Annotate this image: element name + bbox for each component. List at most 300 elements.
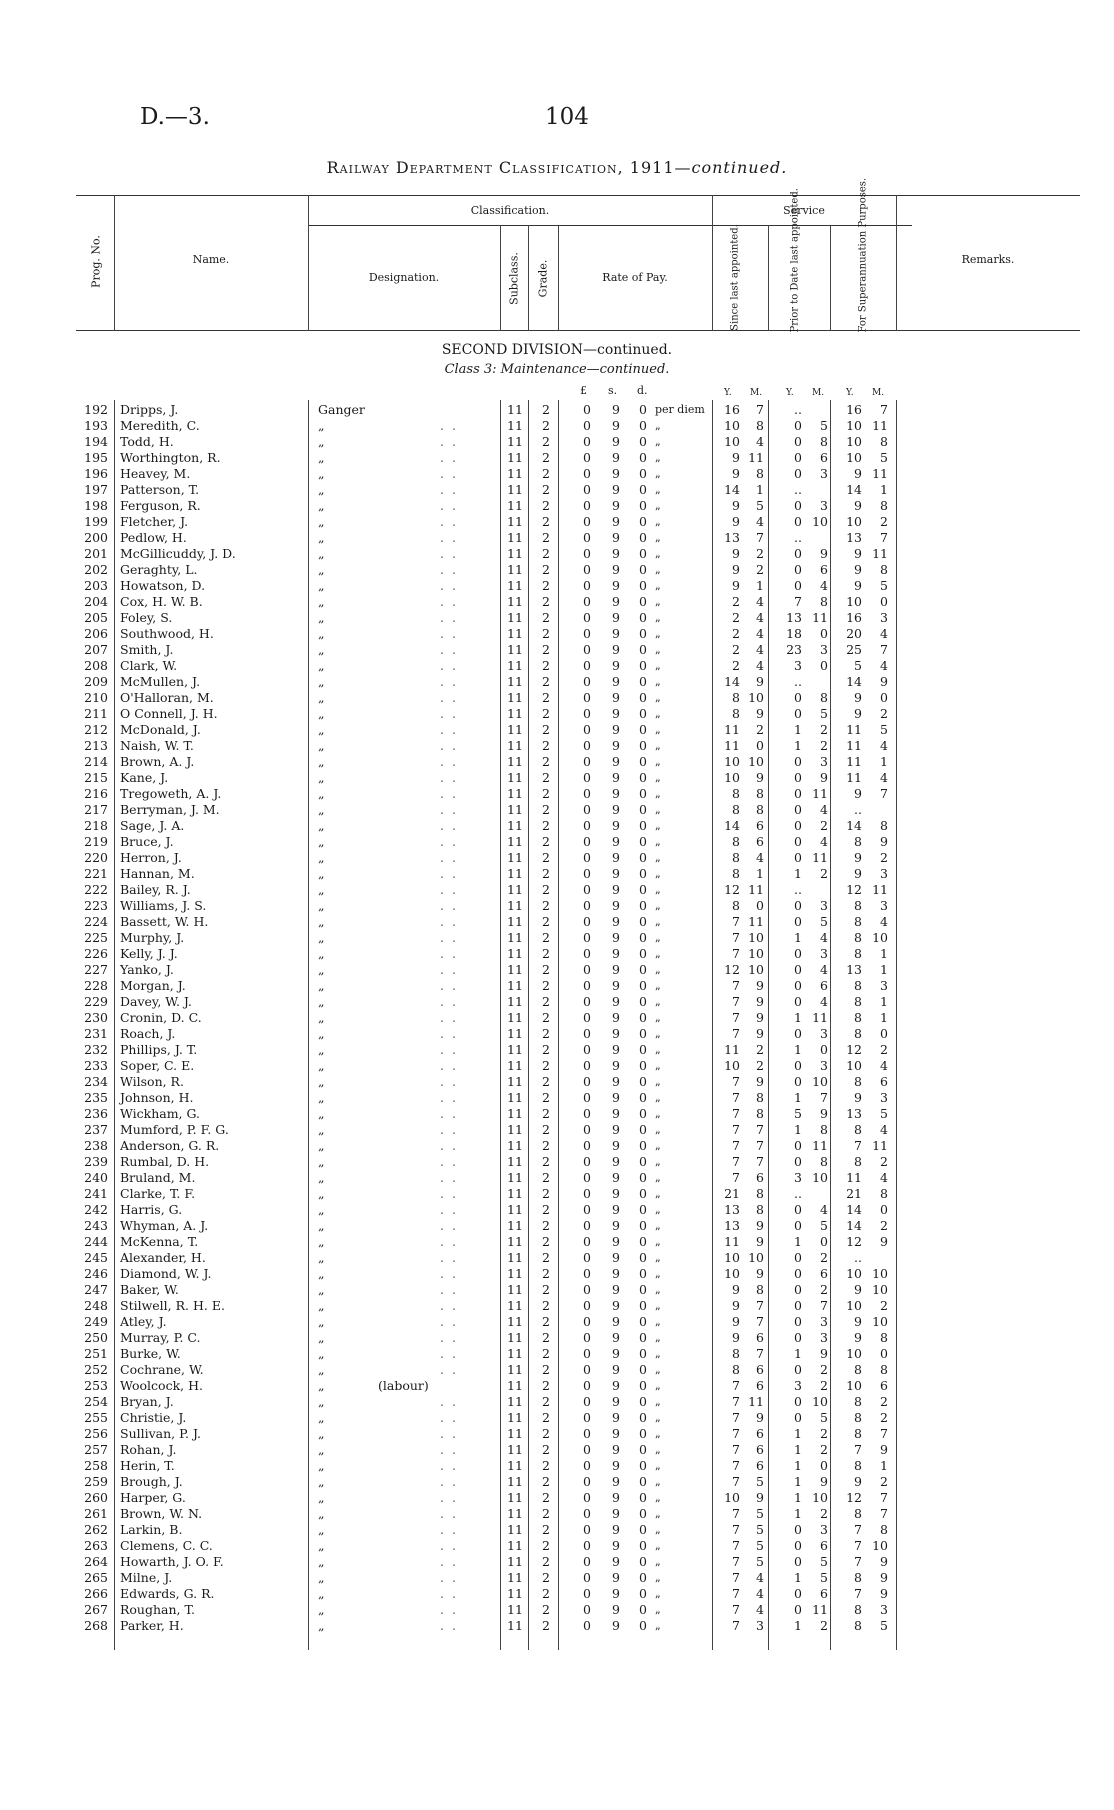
rate-pence: 0 xyxy=(639,402,647,417)
super-years: 9 xyxy=(854,578,862,593)
employee-name: Whyman, A. J. xyxy=(120,1218,209,1233)
super-years: 8 xyxy=(854,1010,862,1025)
employee-name: Stilwell, R. H. E. xyxy=(120,1298,225,1313)
prog-no: 207 xyxy=(84,642,108,657)
super-years: 16 xyxy=(846,610,862,625)
rate-pounds: 0 xyxy=(583,402,591,417)
since-months: 9 xyxy=(756,994,764,1009)
prior-years: 0 xyxy=(794,1538,802,1553)
employee-name: Cronin, D. C. xyxy=(120,1010,202,1025)
rate-pounds: 0 xyxy=(583,1282,591,1297)
prior-months: 6 xyxy=(820,978,828,993)
since-months: 6 xyxy=(756,1170,764,1185)
rate-pounds: 0 xyxy=(583,1202,591,1217)
rate-shillings: 9 xyxy=(612,1586,620,1601)
table-row xyxy=(0,898,1114,914)
since-years: 9 xyxy=(732,1330,740,1345)
since-months: 7 xyxy=(756,1346,764,1361)
table-row xyxy=(0,1090,1114,1106)
designation-ditto: „ xyxy=(318,674,325,689)
since-years: 7 xyxy=(732,1458,740,1473)
rate-pounds: 0 xyxy=(583,754,591,769)
rate-shillings: 9 xyxy=(612,1346,620,1361)
since-years: 14 xyxy=(724,482,740,497)
rate-ditto: „ xyxy=(655,1619,661,1632)
subclass: 11 xyxy=(507,994,523,1009)
super-months: 3 xyxy=(880,898,888,913)
rate-pence: 0 xyxy=(639,738,647,753)
title-continued: continued. xyxy=(691,158,788,177)
grade: 2 xyxy=(542,738,550,753)
prior-years: 13 xyxy=(786,610,802,625)
since-years: 2 xyxy=(732,642,740,657)
super-months: 0 xyxy=(880,690,888,705)
since-years: 8 xyxy=(732,690,740,705)
leader-dots: . . xyxy=(440,610,458,625)
prior-months: 5 xyxy=(820,1410,828,1425)
super-months: 10 xyxy=(872,1266,888,1281)
rate-pounds: 0 xyxy=(583,706,591,721)
subclass: 11 xyxy=(507,690,523,705)
super-months: 3 xyxy=(880,978,888,993)
unit-years-3: Y. xyxy=(846,388,854,398)
prior-months: 4 xyxy=(820,930,828,945)
prior-years: 0 xyxy=(794,1250,802,1265)
leader-dots: . . xyxy=(440,1330,458,1345)
subclass: 11 xyxy=(507,402,523,417)
table-row xyxy=(0,882,1114,898)
since-years: 7 xyxy=(732,1538,740,1553)
grade: 2 xyxy=(542,450,550,465)
super-months: 8 xyxy=(880,1522,888,1537)
since-months: 6 xyxy=(756,834,764,849)
since-years: 8 xyxy=(732,834,740,849)
grade: 2 xyxy=(542,1346,550,1361)
since-months: 10 xyxy=(748,754,764,769)
rate-ditto: „ xyxy=(655,1427,661,1440)
prior-years: 0 xyxy=(794,1602,802,1617)
rate-pence: 0 xyxy=(639,1490,647,1505)
since-months: 5 xyxy=(756,1538,764,1553)
rate-pence: 0 xyxy=(639,818,647,833)
prior-months: 2 xyxy=(820,1250,828,1265)
prior-years: 1 xyxy=(794,1458,802,1473)
rate-ditto: „ xyxy=(655,1235,661,1248)
rate-shillings: 9 xyxy=(612,1186,620,1201)
prog-no: 242 xyxy=(84,1202,108,1217)
rate-shillings: 9 xyxy=(612,802,620,817)
since-months: 0 xyxy=(756,898,764,913)
rate-ditto: „ xyxy=(655,1219,661,1232)
col-rule-8 xyxy=(830,225,831,331)
table-row xyxy=(0,1106,1114,1122)
rate-ditto: „ xyxy=(655,1555,661,1568)
unit-pence: d. xyxy=(637,384,648,397)
super-months: 0 xyxy=(880,1026,888,1041)
super-years: 7 xyxy=(854,1554,862,1569)
rate-pounds: 0 xyxy=(583,1298,591,1313)
since-months: 8 xyxy=(756,786,764,801)
rate-shillings: 9 xyxy=(612,1042,620,1057)
rate-shillings: 9 xyxy=(612,994,620,1009)
designation-ditto: „ xyxy=(318,946,325,961)
rate-pence: 0 xyxy=(639,802,647,817)
prog-no: 227 xyxy=(84,962,108,977)
table-row xyxy=(0,1234,1114,1250)
rate-ditto: „ xyxy=(655,771,661,784)
rate-shillings: 9 xyxy=(612,1138,620,1153)
since-months: 7 xyxy=(756,402,764,417)
leader-dots: . . xyxy=(440,802,458,817)
table-row xyxy=(0,770,1114,786)
rate-pence: 0 xyxy=(639,1074,647,1089)
prog-no: 257 xyxy=(84,1442,108,1457)
leader-dots: . . xyxy=(440,690,458,705)
employee-name: McDonald, J. xyxy=(120,722,201,737)
leader-dots: . . xyxy=(440,1234,458,1249)
designation-ditto: „ xyxy=(318,898,325,913)
designation-ditto: „ xyxy=(318,610,325,625)
subclass: 11 xyxy=(507,914,523,929)
employee-name: Murray, P. C. xyxy=(120,1330,201,1345)
prior-months: 8 xyxy=(820,1122,828,1137)
rate-pounds: 0 xyxy=(583,1234,591,1249)
rate-pence: 0 xyxy=(639,658,647,673)
super-months: 4 xyxy=(880,770,888,785)
leader-dots: . . xyxy=(440,466,458,481)
table-row xyxy=(0,1506,1114,1522)
grade: 2 xyxy=(542,466,550,481)
rate-shillings: 9 xyxy=(612,1618,620,1633)
prior-months: 10 xyxy=(812,1074,828,1089)
prog-no: 248 xyxy=(84,1298,108,1313)
prior-years: 1 xyxy=(794,1010,802,1025)
table-row xyxy=(0,578,1114,594)
rate-pence: 0 xyxy=(639,978,647,993)
rate-pounds: 0 xyxy=(583,434,591,449)
prior-years: 0 xyxy=(794,978,802,993)
rate-shillings: 9 xyxy=(612,1490,620,1505)
prog-no: 220 xyxy=(84,850,108,865)
prog-no: 232 xyxy=(84,1042,108,1057)
super-months: 9 xyxy=(880,1234,888,1249)
rate-pounds: 0 xyxy=(583,946,591,961)
prior-years: .. xyxy=(794,402,802,417)
grade: 2 xyxy=(542,850,550,865)
rate-ditto: „ xyxy=(655,627,661,640)
prior-months: 3 xyxy=(820,754,828,769)
since-months: 9 xyxy=(756,1026,764,1041)
subclass: 11 xyxy=(507,498,523,513)
prior-months: 9 xyxy=(820,1106,828,1121)
grade: 2 xyxy=(542,482,550,497)
leader-dots: . . xyxy=(440,1538,458,1553)
subclass: 11 xyxy=(507,1554,523,1569)
prog-no: 259 xyxy=(84,1474,108,1489)
prior-years: 0 xyxy=(794,1554,802,1569)
table-row xyxy=(0,866,1114,882)
designation-ditto: „ xyxy=(318,1410,325,1425)
grade: 2 xyxy=(542,418,550,433)
rate-pence: 0 xyxy=(639,1522,647,1537)
table-row xyxy=(0,1282,1114,1298)
rate-shillings: 9 xyxy=(612,1250,620,1265)
header-subclass: Subclass. xyxy=(507,252,521,305)
header-for-super: For Superannuation Purposes. xyxy=(857,177,869,333)
leader-dots: . . xyxy=(440,1202,458,1217)
employee-name: Bruce, J. xyxy=(120,834,174,849)
rate-pence: 0 xyxy=(639,1410,647,1425)
rate-shillings: 9 xyxy=(612,674,620,689)
super-months: 11 xyxy=(872,1138,888,1153)
prior-months: 2 xyxy=(820,1618,828,1633)
prog-no: 252 xyxy=(84,1362,108,1377)
col-rule-7 xyxy=(768,225,769,331)
rate-pence: 0 xyxy=(639,1346,647,1361)
rate-pence: 0 xyxy=(639,1154,647,1169)
designation-ditto: „ xyxy=(318,434,325,449)
employee-name: Hannan, M. xyxy=(120,866,195,881)
designation-ditto: „ xyxy=(318,1122,325,1137)
since-years: 10 xyxy=(724,754,740,769)
since-months: 4 xyxy=(756,1602,764,1617)
rate-ditto: „ xyxy=(655,435,661,448)
employee-name: Bryan, J. xyxy=(120,1394,174,1409)
table-row xyxy=(0,1074,1114,1090)
prior-months: 2 xyxy=(820,1282,828,1297)
since-years: 7 xyxy=(732,914,740,929)
prior-months: 3 xyxy=(820,1330,828,1345)
leader-dots: . . xyxy=(440,1154,458,1169)
employee-name: O'Halloran, M. xyxy=(120,690,214,705)
prog-no: 218 xyxy=(84,818,108,833)
rate-ditto: „ xyxy=(655,1027,661,1040)
prog-no: 267 xyxy=(84,1602,108,1617)
since-months: 9 xyxy=(756,1266,764,1281)
leader-dots: . . xyxy=(440,850,458,865)
table-row xyxy=(0,562,1114,578)
grade: 2 xyxy=(542,978,550,993)
super-years: 20 xyxy=(846,626,862,641)
since-years: 13 xyxy=(724,1218,740,1233)
employee-name: Sage, J. A. xyxy=(120,818,185,833)
grade: 2 xyxy=(542,914,550,929)
rate-ditto: „ xyxy=(655,483,661,496)
super-years: 9 xyxy=(854,1474,862,1489)
employee-name: Diamond, W. J. xyxy=(120,1266,212,1281)
prior-years: 0 xyxy=(794,770,802,785)
rate-pence: 0 xyxy=(639,1330,647,1345)
leader-dots: . . xyxy=(440,962,458,977)
employee-name: Brown, A. J. xyxy=(120,754,195,769)
super-months: 5 xyxy=(880,450,888,465)
since-years: 7 xyxy=(732,1602,740,1617)
prog-no: 205 xyxy=(84,610,108,625)
subclass: 11 xyxy=(507,1586,523,1601)
super-years: 9 xyxy=(854,546,862,561)
employee-name: Meredith, C. xyxy=(120,418,200,433)
rate-ditto: „ xyxy=(655,1603,661,1616)
since-months: 5 xyxy=(756,1474,764,1489)
subclass: 11 xyxy=(507,658,523,673)
employee-name: Rumbal, D. H. xyxy=(120,1154,210,1169)
rate-shillings: 9 xyxy=(612,946,620,961)
grade: 2 xyxy=(542,786,550,801)
table-row xyxy=(0,1122,1114,1138)
super-months: 7 xyxy=(880,642,888,657)
employee-name: Todd, H. xyxy=(120,434,174,449)
grade: 2 xyxy=(542,1186,550,1201)
since-months: 8 xyxy=(756,1202,764,1217)
prior-months: 4 xyxy=(820,994,828,1009)
subclass: 11 xyxy=(507,962,523,977)
subclass: 11 xyxy=(507,1618,523,1633)
prior-years: 0 xyxy=(794,690,802,705)
since-years: 8 xyxy=(732,1346,740,1361)
rate-shillings: 9 xyxy=(612,482,620,497)
since-years: 7 xyxy=(732,1506,740,1521)
employee-name: Howatson, D. xyxy=(120,578,206,593)
leader-dots: . . xyxy=(440,1522,458,1537)
since-years: 9 xyxy=(732,578,740,593)
designation-ditto: „ xyxy=(318,690,325,705)
prior-years: 0 xyxy=(794,754,802,769)
designation-ditto: „ xyxy=(318,786,325,801)
rate-ditto: „ xyxy=(655,531,661,544)
employee-name: Atley, J. xyxy=(120,1314,167,1329)
rate-pence: 0 xyxy=(639,690,647,705)
table-row xyxy=(0,738,1114,754)
prior-months: 5 xyxy=(820,1570,828,1585)
employee-name: Roughan, T. xyxy=(120,1602,195,1617)
since-months: 6 xyxy=(756,1362,764,1377)
rate-pence: 0 xyxy=(639,1218,647,1233)
rate-pence: 0 xyxy=(639,498,647,513)
super-months: 1 xyxy=(880,994,888,1009)
prog-no: 264 xyxy=(84,1554,108,1569)
prior-years: 1 xyxy=(794,1122,802,1137)
subclass: 11 xyxy=(507,850,523,865)
rate-ditto: „ xyxy=(655,451,661,464)
grade: 2 xyxy=(542,1074,550,1089)
subclass: 11 xyxy=(507,562,523,577)
subclass: 11 xyxy=(507,1170,523,1185)
rate-ditto: „ xyxy=(655,851,661,864)
designation-ditto: „ xyxy=(318,578,325,593)
designation-ditto: „ xyxy=(318,1074,325,1089)
rate-pounds: 0 xyxy=(583,1490,591,1505)
designation-ditto: „ xyxy=(318,802,325,817)
prog-no: 244 xyxy=(84,1234,108,1249)
grade: 2 xyxy=(542,1250,550,1265)
rate-ditto: „ xyxy=(655,1187,661,1200)
prog-no: 192 xyxy=(84,402,108,417)
header-prog-no: Prog. No. xyxy=(89,235,103,288)
table-row xyxy=(0,450,1114,466)
prior-months: 9 xyxy=(820,1346,828,1361)
designation-ditto: „ xyxy=(318,930,325,945)
designation-ditto: „ xyxy=(318,1154,325,1169)
table-row xyxy=(0,1266,1114,1282)
prog-no: 222 xyxy=(84,882,108,897)
table-row xyxy=(0,994,1114,1010)
grade: 2 xyxy=(542,882,550,897)
designation: Ganger xyxy=(318,402,365,417)
subclass: 11 xyxy=(507,450,523,465)
prior-months: 3 xyxy=(820,1314,828,1329)
employee-name: Bassett, W. H. xyxy=(120,914,209,929)
leader-dots: . . xyxy=(440,994,458,1009)
employee-name: Howarth, J. O. F. xyxy=(120,1554,224,1569)
super-years: 9 xyxy=(854,866,862,881)
designation-ditto: „ xyxy=(318,1586,325,1601)
prog-no: 199 xyxy=(84,514,108,529)
since-months: 9 xyxy=(756,706,764,721)
rate-pounds: 0 xyxy=(583,658,591,673)
super-years: 12 xyxy=(846,1042,862,1057)
super-years: 21 xyxy=(846,1186,862,1201)
prog-no: 234 xyxy=(84,1074,108,1089)
grade: 2 xyxy=(542,1618,550,1633)
since-months: 8 xyxy=(756,802,764,817)
employee-name: Tregoweth, A. J. xyxy=(120,786,222,801)
employee-name: Phillips, J. T. xyxy=(120,1042,198,1057)
rate-shillings: 9 xyxy=(612,1378,620,1393)
rate-pounds: 0 xyxy=(583,1138,591,1153)
prior-years: 0 xyxy=(794,1138,802,1153)
prior-years: 0 xyxy=(794,914,802,929)
employee-name: Davey, W. J. xyxy=(120,994,192,1009)
leader-dots: . . xyxy=(440,834,458,849)
subclass: 11 xyxy=(507,1506,523,1521)
prior-years: 5 xyxy=(794,1106,802,1121)
prog-no: 241 xyxy=(84,1186,108,1201)
subclass: 11 xyxy=(507,898,523,913)
prior-years: 3 xyxy=(794,1170,802,1185)
table-row xyxy=(0,1490,1114,1506)
super-years: 14 xyxy=(846,818,862,833)
subclass: 11 xyxy=(507,1602,523,1617)
since-years: 7 xyxy=(732,930,740,945)
table-row xyxy=(0,1618,1114,1634)
super-months: 0 xyxy=(880,594,888,609)
super-years: 8 xyxy=(854,1154,862,1169)
prog-no: 260 xyxy=(84,1490,108,1505)
since-months: 7 xyxy=(756,1154,764,1169)
prog-no: 266 xyxy=(84,1586,108,1601)
rate-ditto: „ xyxy=(655,1075,661,1088)
table-row xyxy=(0,1058,1114,1074)
super-years: 10 xyxy=(846,1346,862,1361)
super-months: 3 xyxy=(880,1602,888,1617)
leader-dots: . . xyxy=(440,1074,458,1089)
super-years: 7 xyxy=(854,1442,862,1457)
since-years: 8 xyxy=(732,866,740,881)
since-months: 8 xyxy=(756,1282,764,1297)
super-years: .. xyxy=(854,1250,862,1265)
prior-years: 1 xyxy=(794,1474,802,1489)
since-years: 11 xyxy=(724,1234,740,1249)
header-bottom-rule xyxy=(76,330,1080,331)
grade: 2 xyxy=(542,610,550,625)
table-row xyxy=(0,1410,1114,1426)
super-years: 8 xyxy=(854,978,862,993)
grade: 2 xyxy=(542,642,550,657)
since-years: 12 xyxy=(724,962,740,977)
rate-shillings: 9 xyxy=(612,1202,620,1217)
unit-months-2: M. xyxy=(812,388,825,398)
rate-shillings: 9 xyxy=(612,1218,620,1233)
